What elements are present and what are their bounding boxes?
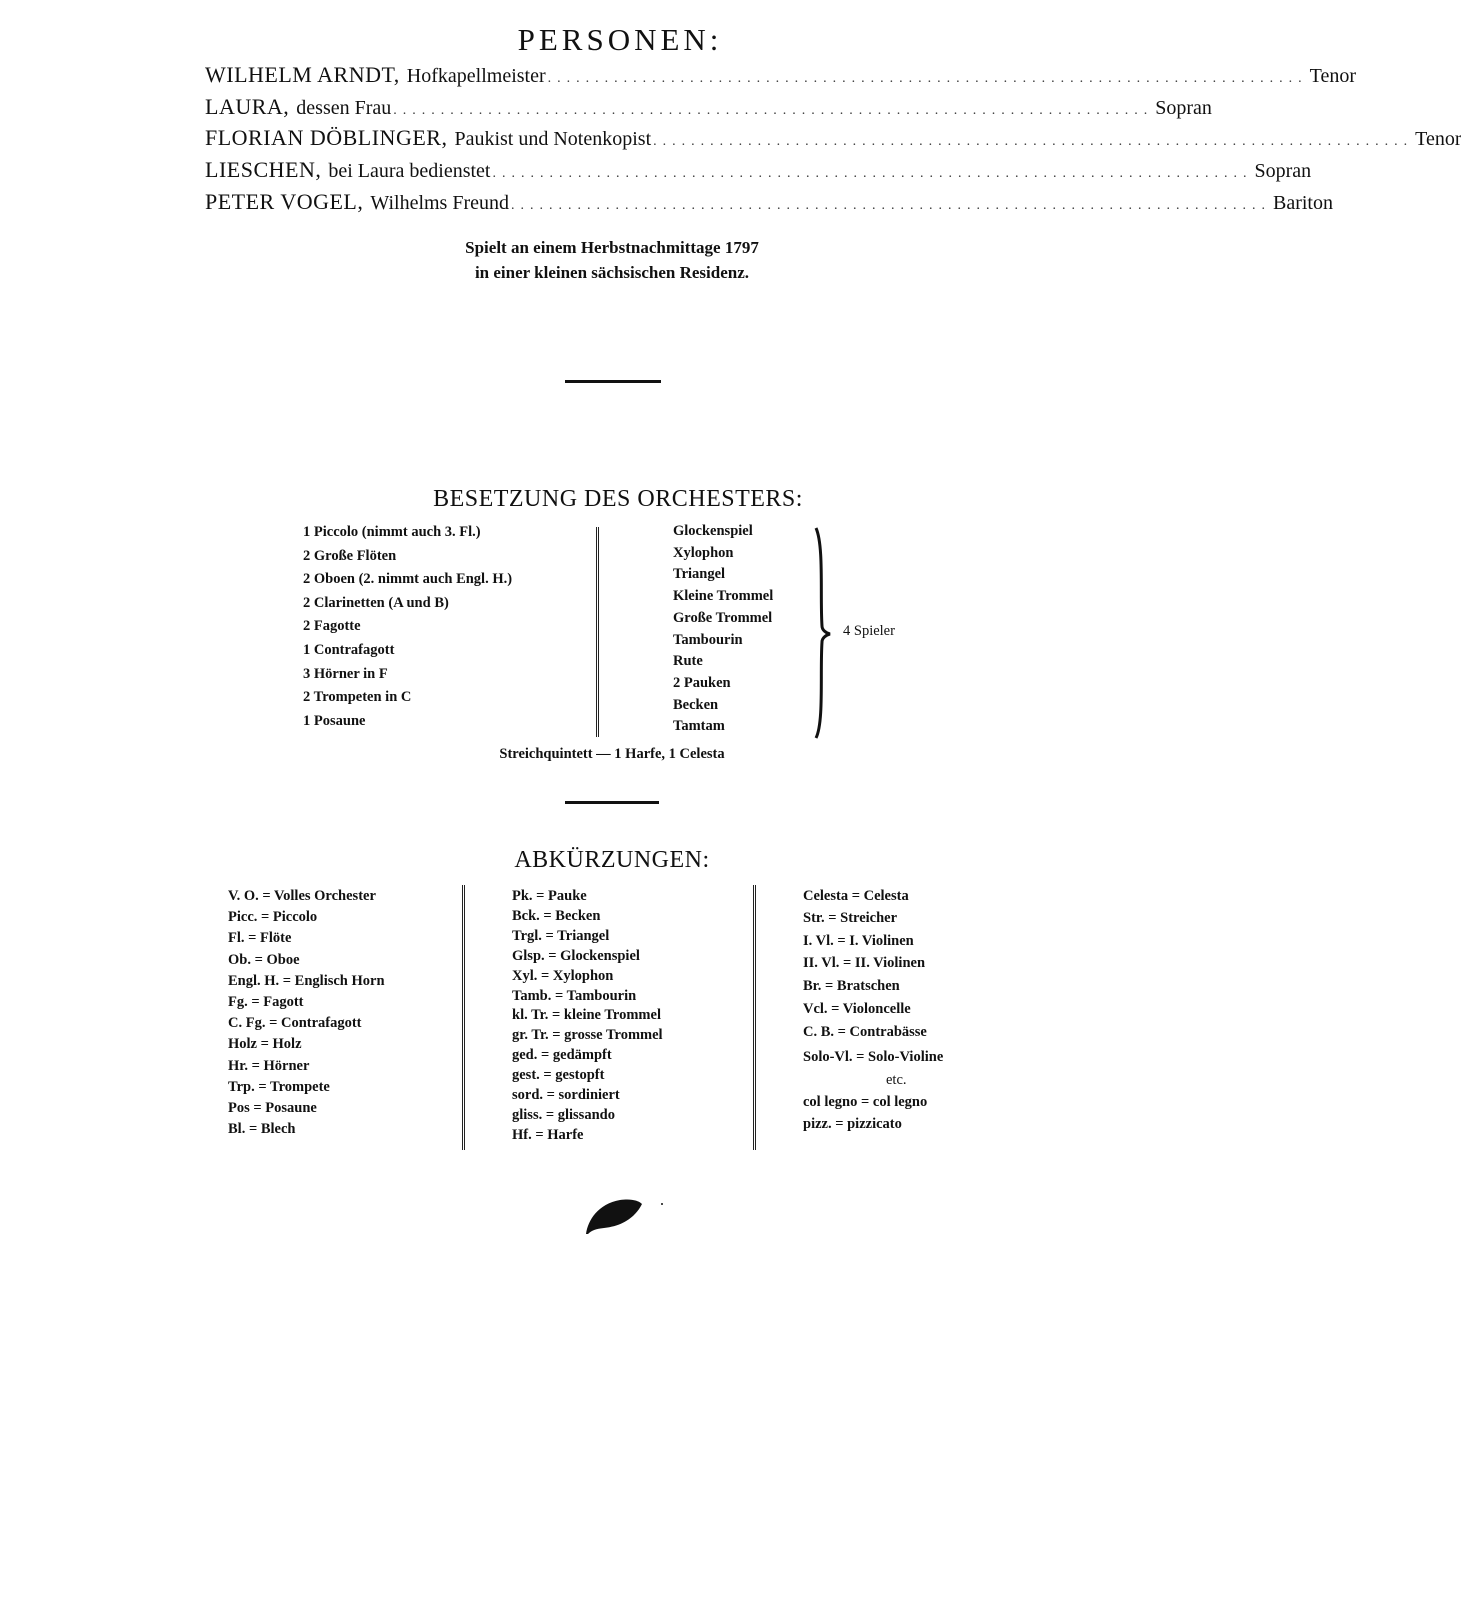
abbreviation-item: Str. = Streicher [803,910,898,926]
abbreviation-item: gest. = gestopft [512,1067,605,1084]
strings-line: Streichquintett — 1 Harfe, 1 Celesta [499,746,725,762]
abbreviation-item: Vcl. = Violoncelle [803,1001,911,1017]
abbreviation-item: Celesta = Celesta [803,888,909,904]
abbreviation-item: C. Fg. = Contrafagott [228,1015,362,1032]
percussion-item: Kleine Trommel [673,588,774,605]
abbreviation-item: II. Vl. = II. Violinen [803,955,926,971]
abbreviation-item: Picc. = Piccolo [228,909,318,926]
voice-type: Bariton [1273,192,1333,214]
percussion-item: Rute [673,653,703,670]
instrument-item: 1 Contrafagott [303,642,395,658]
abbreviation-item: Engl. H. = Englisch Horn [228,972,385,989]
abbreviation-item: col legno = col legno [803,1094,928,1110]
dot-leader: ................................................................................ [511,198,1271,213]
instrument-item: 3 Hörner in F [303,665,388,682]
abbreviation-item: Ob. = Oboe [228,951,300,968]
person-description: dessen Frau [296,97,392,119]
abbreviation-item: ged. = gedämpft [512,1047,612,1064]
dot-leader: ................................................................................ [492,166,1253,181]
abbreviation-item: Bl. = Blech [228,1121,296,1138]
abbreviation-item: Pk. = Pauke [512,888,587,904]
percussion-item: Triangel [673,566,726,583]
setting-line-1: Spielt an einem Herbstnachmittage 1797 [465,238,759,257]
players-label: 4 Spieler [843,623,895,639]
percussion-item: Tamtam [673,718,725,735]
instrument-item: 2 Trompeten in C [303,689,412,706]
instrument-item: 2 Fagotte [303,618,361,635]
abbreviation-item: Holz = Holz [228,1036,302,1053]
abbreviation-item: Fl. = Flöte [228,930,292,947]
divider-rule [565,801,659,804]
voice-type: Sopran [1155,97,1212,119]
person-description: Hofkapellmeister [406,65,546,87]
abbreviation-item: gr. Tr. = grosse Trommel [512,1027,663,1044]
instrument-item: 2 Oboen (2. nimmt auch Engl. H.) [303,571,513,588]
dot-leader: ................................................................................ [393,103,1154,118]
instrument-item: 1 Posaune [303,712,366,729]
abbreviation-item: I. Vl. = I. Violinen [803,933,914,949]
abbreviation-item: sord. = sordiniert [512,1087,620,1103]
brace-icon [812,526,834,740]
percussion-item: Große Trommel [673,609,773,626]
column-divider [596,527,599,737]
person-name: PETER VOGEL, [205,189,364,214]
dot-leader: ................................................................................ [653,134,1414,149]
voice-type: Tenor [1415,128,1461,150]
person-description: bei Laura bedienstet [328,160,491,182]
voice-type: Tenor [1309,65,1356,87]
abbreviation-item: Trp. = Trompete [228,1078,330,1095]
instrument-item: 1 Piccolo (nimmt auch 3. Fl.) [303,524,481,540]
percussion-item: Becken [673,696,719,713]
column-divider [462,885,465,1150]
abbreviation-item: Fg. = Fagott [228,994,304,1010]
person-row [205,62,1356,92]
voice-type: Sopran [1254,160,1312,182]
divider-rule [565,380,661,383]
abbreviation-item: Br. = Bratschen [803,978,900,994]
instrument-item: 2 Große Flöten [303,547,397,564]
column-divider [753,885,756,1150]
person-row [205,189,1333,219]
person-name: WILHELM ARNDT, [205,62,400,87]
abbreviation-item: Tamb. = Tambourin [512,987,637,1004]
person-row [205,125,1461,155]
abbreviation-item: Hf. = Harfe [512,1126,584,1143]
abkuerzungen-title: ABKÜRZUNGEN: [514,847,710,873]
percussion-item: Tambourin [673,631,743,648]
person-row [205,157,1312,187]
dot-leader: ................................................................................ [547,71,1308,86]
abbreviation-item: Hr. = Hörner [228,1057,310,1074]
besetzung-title: BESETZUNG DES ORCHESTERS: [433,486,803,512]
person-name: LIESCHEN, [205,157,322,182]
person-description: Wilhelms Freund [370,192,509,214]
person-description: Paukist und Notenkopist [454,128,652,150]
abbreviation-item: pizz. = pizzicato [803,1116,902,1132]
person-name: LAURA, [205,94,290,119]
abbreviation-item: Xyl. = Xylophon [512,967,614,984]
percussion-item: 2 Pauken [673,674,731,691]
abbreviation-item: V. O. = Volles Orchester [228,888,376,904]
leaf-ornament-icon [580,1192,670,1238]
percussion-item: Xylophon [673,544,734,561]
personen-title: PERSONEN: [517,22,723,57]
abbreviation-item: gliss. = glissando [512,1106,615,1123]
person-row [205,94,1212,124]
abbreviation-item: Trgl. = Triangel [512,927,610,944]
abbreviation-item: etc. [886,1072,907,1088]
abbreviation-item: Solo-Vl. = Solo-Violine [803,1049,944,1065]
abbreviation-item: Bck. = Becken [512,907,601,924]
person-name: FLORIAN DÖBLINGER, [205,125,448,150]
abbreviation-item: Pos = Posaune [228,1100,317,1116]
setting-line-2: in einer kleinen sächsischen Residenz. [474,263,750,282]
abbreviation-item: kl. Tr. = kleine Trommel [512,1007,661,1024]
percussion-item: Glockenspiel [673,523,753,539]
instrument-item: 2 Clarinetten (A und B) [303,594,449,611]
abbreviation-item: Glsp. = Glockenspiel [512,947,640,964]
abbreviation-item: C. B. = Contrabässe [803,1024,927,1040]
